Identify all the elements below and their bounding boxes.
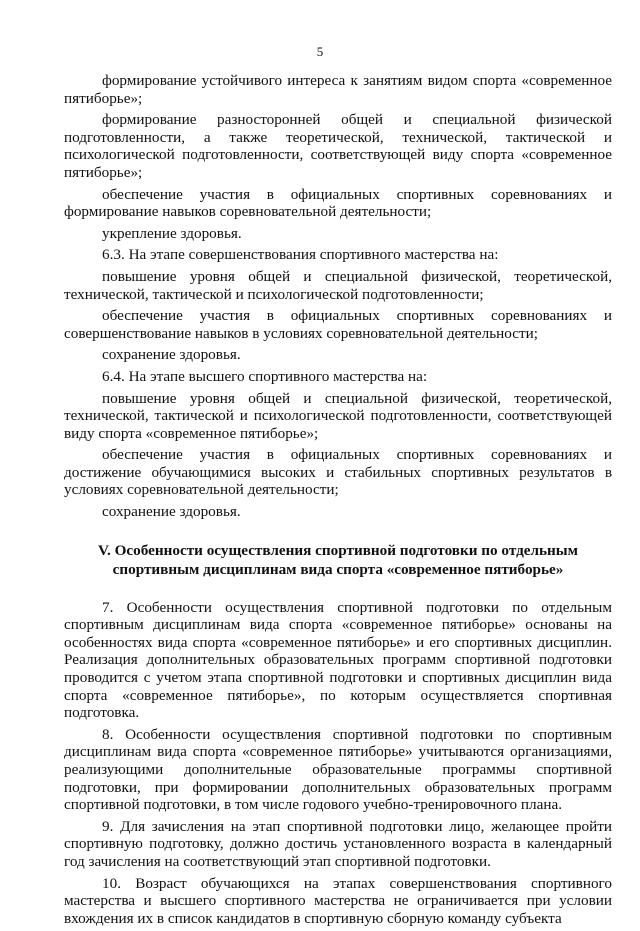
paragraph: повышение уровня общей и специальной физической, теоретической, технической, тактической и психологической подготовленности; <box>64 267 612 303</box>
paragraph: 7. Особенности осуществления спортивной подготовки по отдельным спортивным дисциплинам вида спорта «современное пятиборье» основаны на особенностях вида спорта «современное пятиборье» и его спортивных дисциплин. Реализация дополнительных образовательных программ спортивной подготовки проводится с учетом этапа спортивной подготовки и спортивных дисциплин вида спорта «современное пятиборье», по которым осуществляется спортивная подготовка. <box>64 598 612 722</box>
paragraph: 8. Особенности осуществления спортивной подготовки по спортивным дисциплинам вида спорта «современное пятиборье» учитываются организациями, реализующими дополнительные образовательные программы спортивной подготовки, при формировании дополнительных образовательных программ спортивной подготовки, в том числе годового учебно-тренировочного плана. <box>64 725 612 814</box>
paragraph: 10. Возраст обучающихся на этапах совершенствования спортивного мастерства и высшего спортивного мастерства не ограничивается при условии вхождения их в список кандидатов в спортивную сборную команду субъекта <box>64 874 612 927</box>
page-number: 5 <box>316 44 324 59</box>
paragraph: формирование устойчивого интереса к занятиям видом спорта «современное пятиборье»; <box>64 72 612 107</box>
paragraph: укрепление здоровья. <box>102 224 242 242</box>
document-body <box>64 72 612 931</box>
paragraph: формирование разносторонней общей и специальной физической подготовленности, а также теоретической, технической, тактической и психологической подготовленности, соответствующей виду спорта «современное пятиборье»; <box>64 111 612 181</box>
paragraph: 6.4. На этапе высшего спортивного мастерства на: <box>102 367 428 385</box>
paragraph: сохранение здоровья. <box>102 503 241 521</box>
section-heading: V. Особенности осуществления спортивной подготовки по отдельным спортивным дисциплинам вида спорта «современное пятиборье» <box>97 541 579 578</box>
paragraph: обеспечение участия в официальных спортивных соревнованиях и совершенствование навыков в условиях соревновательной деятельности; <box>64 307 612 342</box>
paragraph: обеспечение участия в официальных спортивных соревнованиях и формирование навыков соревновательной деятельности; <box>64 185 612 221</box>
paragraph: 9. Для зачисления на этап спортивной подготовки лицо, желающее пройти спортивную подготовку, должно достичь установленного возраста в календарный год зачисления на соответствующий этап спортивной подготовки. <box>64 817 612 870</box>
paragraph: обеспечение участия в официальных спортивных соревнованиях и достижение обучающимися высоких и стабильных спортивных результатов в условиях соревновательной деятельности; <box>64 446 612 499</box>
paragraph: 6.3. На этапе совершенствования спортивного мастерства на: <box>102 246 499 264</box>
paragraph: сохранение здоровья. <box>102 346 241 364</box>
paragraph: повышение уровня общей и специальной физической, теоретической, технической, тактической и психологической подготовленности, соответствующей виду спорта «современное пятиборье»; <box>64 389 612 442</box>
